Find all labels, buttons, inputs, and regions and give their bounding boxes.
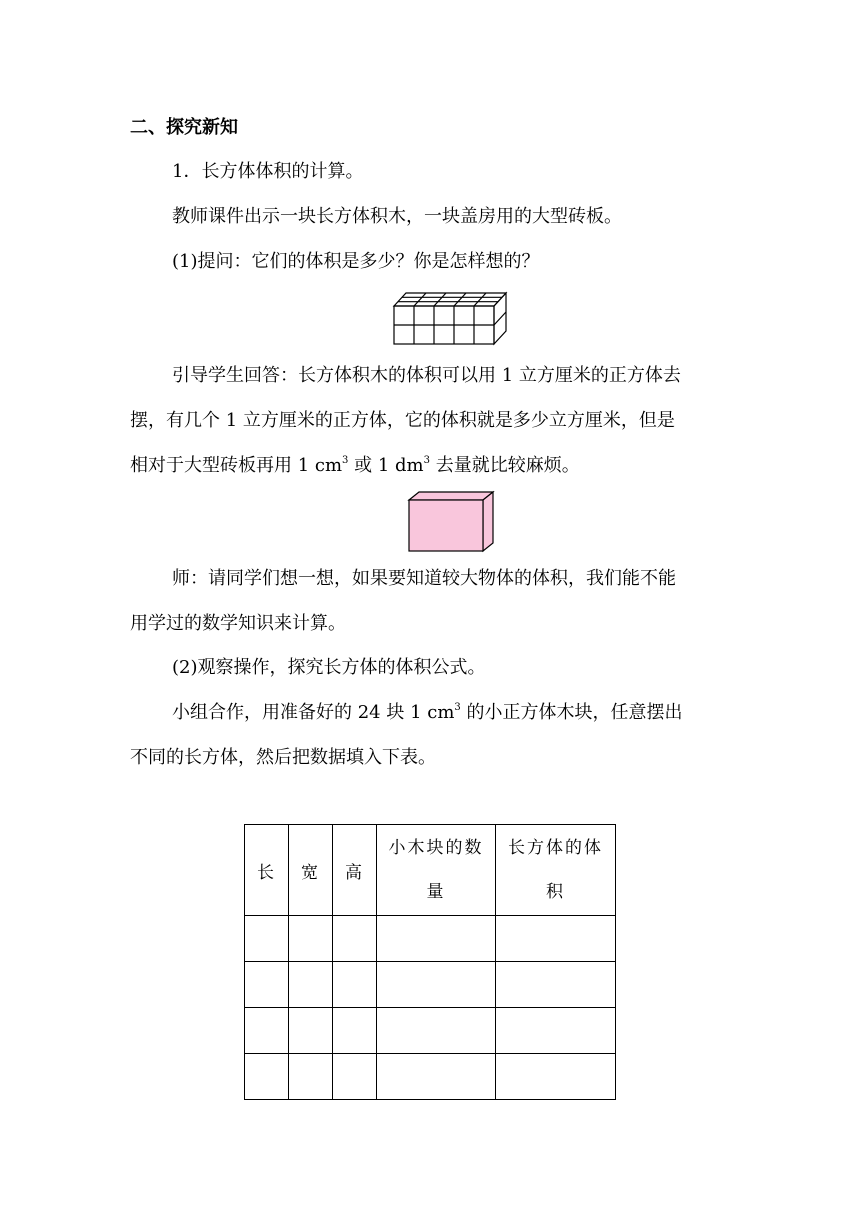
- header-block-count-line1: 小木块的数: [388, 838, 484, 858]
- superscript-3: 3: [454, 702, 461, 713]
- header-volume: [496, 825, 616, 916]
- section-heading: 二、探究新知: [130, 117, 238, 138]
- table-cell: [377, 1008, 496, 1054]
- table-cell: [496, 1008, 616, 1054]
- table-cell: [333, 962, 377, 1008]
- item-title: 1．长方体体积的计算。: [172, 161, 364, 182]
- table-row: [245, 1008, 616, 1054]
- table-cell: [496, 916, 616, 962]
- table-cell: [245, 1008, 289, 1054]
- table-cell: [333, 916, 377, 962]
- answer-text-b: 或 1 dm: [348, 455, 424, 476]
- group-text-b: 的小正方体木块，任意摆出: [460, 702, 683, 723]
- table-cell: [377, 1054, 496, 1100]
- table-cell: [377, 962, 496, 1008]
- table-cell: [496, 1054, 616, 1100]
- table-cell: [333, 1054, 377, 1100]
- data-table: [244, 824, 616, 1100]
- table-cell: [245, 916, 289, 962]
- intro-paragraph: 教师课件出示一块长方体积木，一块盖房用的大型砖板。: [172, 206, 622, 227]
- header-volume-line1: 长方体的体: [508, 838, 603, 858]
- table-cell: [333, 1008, 377, 1054]
- table-cell: [289, 916, 333, 962]
- table-header-row: [245, 825, 616, 916]
- table-row: [245, 962, 616, 1008]
- question-1: (1)提问：它们的体积是多少？你是怎样想的？: [172, 251, 540, 272]
- header-length: 长: [245, 825, 289, 916]
- table-cell: [245, 1054, 289, 1100]
- header-block-count-line2: 量: [426, 882, 446, 902]
- table-cell: [289, 1054, 333, 1100]
- answer-line-1: 引导学生回答：长方体积木的体积可以用 1 立方厘米的正方体去: [172, 365, 681, 386]
- header-volume-line2: 积: [546, 882, 565, 902]
- answer-text-c: 去量就比较麻烦。: [430, 455, 580, 476]
- teacher-line-2: 用学过的数学知识来计算。: [130, 613, 346, 634]
- superscript-3: 3: [423, 455, 431, 466]
- group-line-2: 不同的长方体，然后把数据填入下表。: [130, 747, 436, 768]
- header-height: 高: [333, 825, 377, 916]
- table-cell: [245, 962, 289, 1008]
- question-2: (2)观察操作，探究长方体的体积公式。: [172, 657, 486, 678]
- table-row: [245, 916, 616, 962]
- table-cell: [289, 1008, 333, 1054]
- answer-line-2: 摆，有几个 1 立方厘米的正方体，它的体积就是多少立方厘米，但是: [130, 410, 675, 431]
- answer-line-3: [130, 454, 730, 478]
- table-cell: [496, 962, 616, 1008]
- table-cell: [289, 962, 333, 1008]
- header-width: 宽: [289, 825, 333, 916]
- unit-cube-block-figure: [390, 291, 512, 347]
- header-block-count: [377, 825, 496, 916]
- group-line-1: [172, 701, 772, 725]
- group-text-a: 小组合作，用准备好的 24 块 1 cm: [172, 702, 455, 723]
- answer-text-a: 相对于大型砖板再用 1 cm: [130, 455, 343, 476]
- brick-slab-figure: [406, 490, 496, 554]
- teacher-line-1: 师：请同学们想一想，如果要知道较大物体的体积，我们能不能: [172, 568, 676, 589]
- table-row: [245, 1054, 616, 1100]
- table-cell: [377, 916, 496, 962]
- superscript-3: 3: [342, 455, 349, 466]
